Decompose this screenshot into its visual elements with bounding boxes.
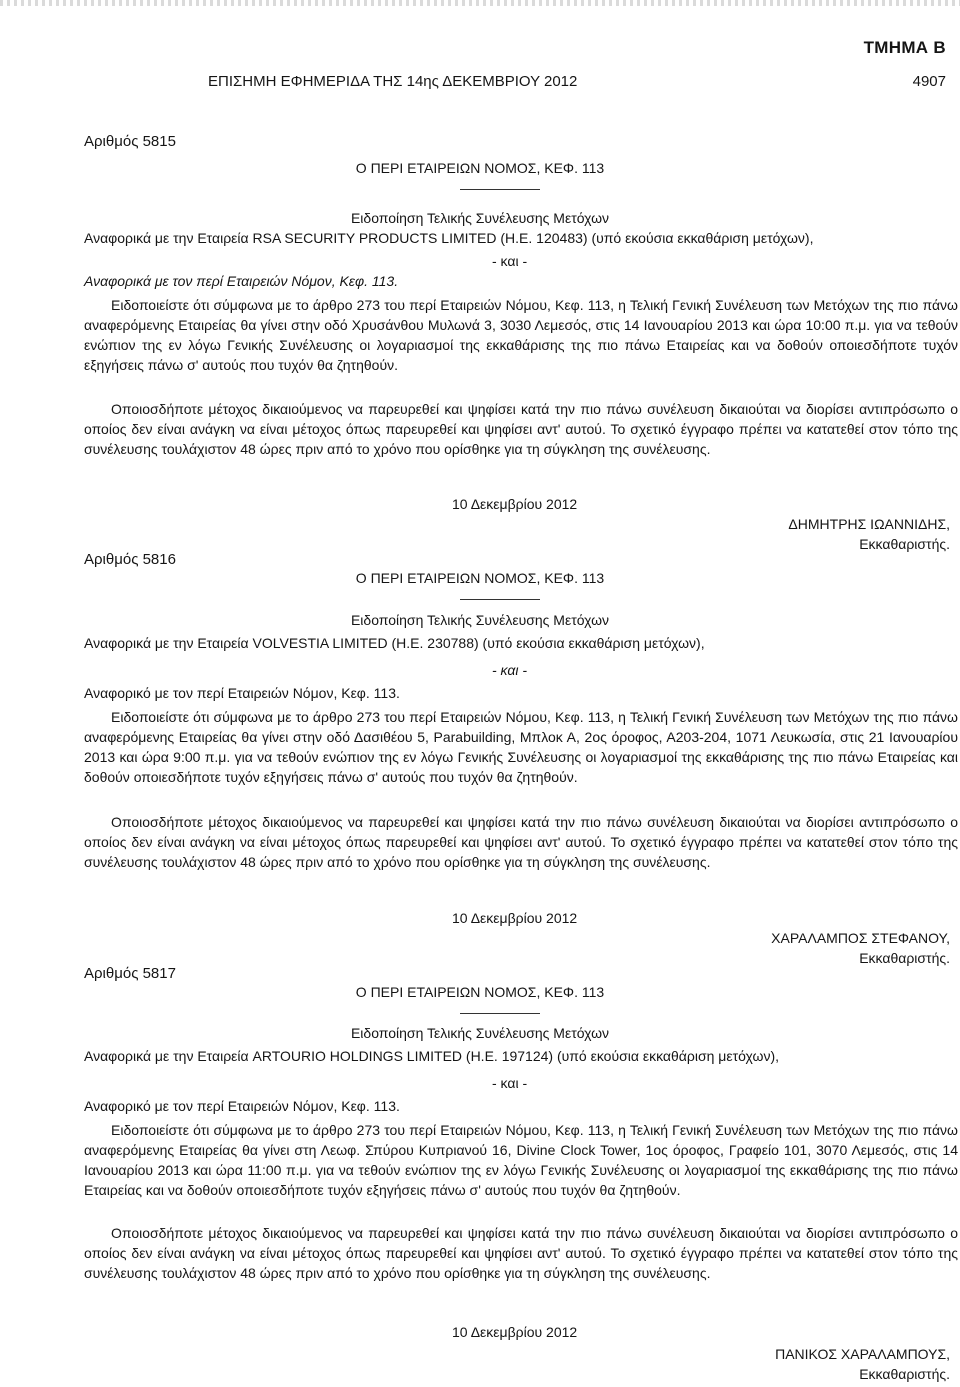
section-label: ΤΜΗΜΑ Β [863,38,946,57]
notice-date: 10 Δεκεμβρίου 2012 [452,910,578,926]
notice-company: Αναφορικά με την Εταιρεία ARTOURIO HOLDINGS LIMITED (Η.Ε. 197124) (υπό εκούσια εκκαθάριση μετόχων), [84,1048,779,1064]
notice-role: Εκκαθαριστής. [859,950,950,966]
notice-signer: ΠΑΝΙΚΟΣ ΧΑΡΑΛΑΜΠΟΥΣ, [775,1346,950,1362]
notice-number: Αριθμός 5817 [84,965,176,982]
notice-body-2: Οποιοσδήποτε μέτοχος δικαιούμενος να παρευρεθεί και ψηφίσει κατά την πιο πάνω συνέλευση δικαιούται να διορίσει αντιπρόσωπο ο οποίος δεν είναι ανάγκη να είναι μέτοχος όπως παρευρεθεί και ψηφίσει αντ' αυτού. Το σχετικό έγγραφο πρέπει να κατατεθεί στον τόπο της συνέλευσης τουλάχιστον 48 ώρες πριν από το χρόνο που ορίσθηκε για τη σύγκληση της συνέλευσης. [84,401,958,457]
notice-body-1: Ειδοποιείστε ότι σύμφωνα με το άρθρο 273 του περί Εταιρειών Νόμου, Κεφ. 113, η Τελική Γενική Συνέλευση των Μετόχων της πιο πάνω αναφερόμενης Εταιρείας θα γίνει στην οδό Χρυσάνθου Μυλωνά 3, 3030 Λεμεσός, στις 14 Ιανουαρίου 2013 και ώρα 10:00 π.μ. για να τεθούν ενώπιον της εν λόγω Γενικής Συνέλευσης οι λογαριασμοί της εκκαθάρισης της πιο πάνω Εταιρείας και να δοθούν οποιεσδήποτε τυχόν εξηγήσεις πάνω σ' αυτούς που τυχόν θα ζητηθούν. [84,297,958,373]
divider [460,1013,540,1014]
notice-law-ref: Αναφορικό με τον περί Εταιρειών Νόμον, Κεφ. 113. [84,1098,400,1114]
notice-date: 10 Δεκεμβρίου 2012 [452,1324,578,1340]
notice-body-2: Οποιοσδήποτε μέτοχος δικαιούμενος να παρευρεθεί και ψηφίσει κατά την πιο πάνω συνέλευση δικαιούται να διορίσει αντιπρόσωπο ο οποίος δεν είναι ανάγκη να είναι μέτοχος όπως παρευρεθεί και ψηφίσει αντ' αυτού. Το σχετικό έγγραφο πρέπει να κατατεθεί στον τόπο της συνέλευσης τουλάχιστον 48 ώρες πριν από το χρόνο που ορίσθηκε για τη σύγκληση της συνέλευσης. [84,814,958,870]
divider [460,189,540,190]
notice-kai: - και - [492,253,528,269]
notice-law-ref: Αναφορικό με τον περί Εταιρειών Νόμον, Κεφ. 113. [84,685,400,701]
notice-company: Αναφορικά με την Εταιρεία VOLVESTIA LIMITED (Η.Ε. 230788) (υπό εκούσια εκκαθάριση μετόχων), [84,635,705,651]
notice-date: 10 Δεκεμβρίου 2012 [452,496,578,512]
notice-title: Ειδοποίηση Τελικής Συνέλευσης Μετόχων [350,1025,610,1041]
notice-number: Αριθμός 5815 [84,133,176,150]
notice-body-1: Ειδοποιείστε ότι σύμφωνα με το άρθρο 273 του περί Εταιρειών Νόμου, Κεφ. 113, η Τελική Γενική Συνέλευση των Μετόχων της πιο πάνω αναφερόμενης Εταιρείας θα γίνει στην οδό Δασιθέου 5, Parabuilding, Μπλοκ Α, 2ος όροφος, Α203-204, 1071 Λευκωσία, στις 21 Ιανουαρίου 2013 και ώρα 9:00 π.μ. για να τεθούν ενώπιον της εν λόγω Γενικής Συνέλευσης οι λογαριασμοί της εκκαθάρισης της πιο πάνω Εταιρείας και δοθούν οποιεσδήποτε τυχόν εξηγήσεις πάνω σ' αυτούς που τυχόν θα ζητηθούν. [84,709,958,785]
notice-body-2: Οποιοσδήποτε μέτοχος δικαιούμενος να παρευρεθεί και ψηφίσει κατά την πιο πάνω συνέλευση δικαιούται να διορίσει αντιπρόσωπο ο οποίος δεν είναι ανάγκη να είναι μέτοχος όπως παρευρεθεί και ψηφίσει αντ' αυτού. Το σχετικό έγγραφο πρέπει να κατατεθεί στον τόπο της συνέλευσης τουλάχιστον 48 ώρες πριν από το χρόνο που ορίσθηκε για τη σύγκληση της συνέλευσης. [84,1225,958,1281]
notice-role: Εκκαθαριστής. [859,536,950,552]
notice-law: Ο ΠΕΡΙ ΕΤΑΙΡΕΙΩΝ ΝΟΜΟΣ, ΚΕΦ. 113 [355,984,605,1000]
notice-number: Αριθμός 5816 [84,551,176,568]
notice-body-1: Ειδοποιείστε ότι σύμφωνα με το άρθρο 273 του περί Εταιρειών Νόμου, Κεφ. 113, η Τελική Γενική Συνέλευση των Μετόχων της πιο πάνω αναφερόμενης Εταιρείας θα γίνει στη Λεωφ. Σπύρου Κυπριανού 16, Divine Clock Tower, 1ος όροφος, Γραφείο 101, 3070 Λεμεσός, στις 14 Ιανουαρίου 2013 και ώρα 11:00 π.μ. για να τεθούν ενώπιον της εν λόγω Γενικής Συνέλευσης οι λογαριασμοί της εκκαθάρισης της πιο πάνω Εταιρείας και να δοθούν οποιεσδήποτε τυχόν εξηγήσεις πάνω σ' αυτούς που τυχόν θα ζητηθούν. [84,1122,958,1198]
notice-kai: - και - [492,662,528,678]
notice-kai: - και - [492,1075,528,1091]
scan-artifact [0,0,960,6]
notice-role: Εκκαθαριστής. [859,1366,950,1382]
notice-law-ref: Αναφορικά με τον περί Εταιρειών Νόμον, Κεφ. 113. [84,273,399,289]
notice-signer: ΔΗΜΗΤΡΗΣ ΙΩΑΝΝΙΔΗΣ, [788,516,950,532]
divider [460,599,540,600]
notice-signer: ΧΑΡΑΛΑΜΠΟΣ ΣΤΕΦΑΝΟΥ, [771,930,950,946]
notice-company: Αναφορικά με την Εταιρεία RSA SECURITY PRODUCTS LIMITED (Η.Ε. 120483) (υπό εκούσια εκκαθάριση μετόχων), [84,230,814,246]
notice-law: Ο ΠΕΡΙ ΕΤΑΙΡΕΙΩΝ ΝΟΜΟΣ, ΚΕΦ. 113 [355,160,605,176]
notice-title: Ειδοποίηση Τελικής Συνέλευσης Μετόχων [350,612,610,628]
notice-law: Ο ΠΕΡΙ ΕΤΑΙΡΕΙΩΝ ΝΟΜΟΣ, ΚΕΦ. 113 [355,570,605,586]
notice-title: Ειδοποίηση Τελικής Συνέλευσης Μετόχων [350,210,610,226]
gazette-title: ΕΠΙΣΗΜΗ ΕΦΗΜΕΡΙΔΑ ΤΗΣ 14ης ΔΕΚΕΜΒΡΙΟΥ 2012 [208,73,578,90]
page-number: 4907 [912,73,946,90]
